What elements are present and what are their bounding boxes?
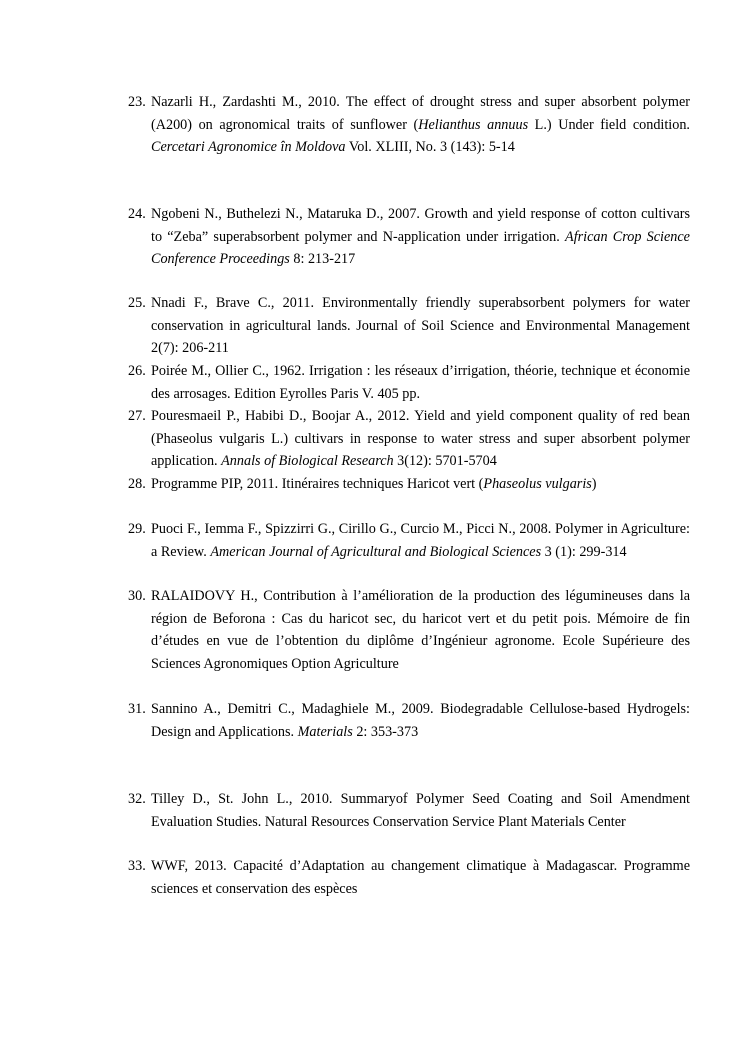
reference-item	[128, 788, 690, 833]
reference-number: 30.	[128, 588, 146, 604]
reference-item	[128, 292, 690, 360]
reference-item	[128, 518, 690, 563]
reference-number: 33.	[128, 858, 146, 874]
reference-item	[128, 855, 690, 900]
reference-number: 27.	[128, 408, 146, 424]
reference-text: Nnadi F., Brave C., 2011. Environmentally friendly superabsorbent polymers for water conservation in agricultural lands. Journal of Soil Science and Environmental Management 2(7): 206-211	[151, 295, 690, 356]
reference-number: 32.	[128, 791, 146, 807]
reference-item	[128, 360, 690, 405]
reference-item	[128, 203, 690, 271]
reference-text: RALAIDOVY H., Contribution à l’amélioration de la production des légumineuses dans la région de Beforona : Cas du haricot sec, du haricot vert et du petit pois. Mémoire de fin d’études en vue de l’obtention du diplôme d’Ingénieur agronome. Ecole Supérieure des Sciences Agronomiques Option Agriculture	[151, 588, 690, 672]
reference-item	[128, 585, 690, 675]
reference-item	[128, 698, 690, 743]
reference-number: 24.	[128, 206, 146, 222]
reference-text: Sannino A., Demitri C., Madaghiele M., 2009. Biodegradable Cellulose-based Hydrogels: Design and Applications. Materials 2: 353-373	[151, 701, 690, 740]
reference-text: Programme PIP, 2011. Itinéraires techniques Haricot vert (Phaseolus vulgaris)	[151, 476, 597, 492]
reference-text: Puoci F., Iemma F., Spizzirri G., Cirillo G., Curcio M., Picci N., 2008. Polymer in Agriculture: a Review. American Journal of Agricultural and Biological Sciences 3 (1): 299-314	[151, 521, 690, 560]
reference-text: Tilley D., St. John L., 2010. Summaryof Polymer Seed Coating and Soil Amendment Evaluation Studies. Natural Resources Conservation Service Plant Materials Center	[151, 791, 690, 830]
reference-item	[128, 91, 690, 159]
reference-number: 26.	[128, 363, 146, 379]
reference-number: 28.	[128, 476, 146, 492]
reference-number: 31.	[128, 701, 146, 717]
reference-text: Poirée M., Ollier C., 1962. Irrigation : les réseaux d’irrigation, théorie, technique et économie des arrosages. Edition Eyrolles Paris V. 405 pp.	[151, 363, 690, 402]
reference-number: 23.	[128, 94, 146, 110]
reference-text: WWF, 2013. Capacité d’Adaptation au changement climatique à Madagascar. Programme sciences et conservation des espèces	[151, 858, 690, 897]
reference-item	[128, 405, 690, 473]
reference-item	[128, 473, 690, 496]
reference-text: Nazarli H., Zardashti M., 2010. The effect of drought stress and super absorbent polymer (A200) on agronomical traits of sunflower (Helianthus annuus L.) Under field condition. Cercetari Agronomice în Moldova Vol. XLIII, No. 3 (143): 5-14	[151, 94, 690, 155]
reference-number: 25.	[128, 295, 146, 311]
reference-text: Ngobeni N., Buthelezi N., Mataruka D., 2007. Growth and yield response of cotton cultivars to “Zeba” superabsorbent polymer and N-application under irrigation. African Crop Science Conference Proceedings 8: 213-217	[151, 206, 690, 267]
reference-number: 29.	[128, 521, 146, 537]
reference-text: Pouresmaeil P., Habibi D., Boojar A., 2012. Yield and yield component quality of red bean (Phaseolus vulgaris L.) cultivars in response to water stress and super absorbent polymer application. Annals of Biological Research 3(12): 5701-5704	[151, 408, 690, 469]
